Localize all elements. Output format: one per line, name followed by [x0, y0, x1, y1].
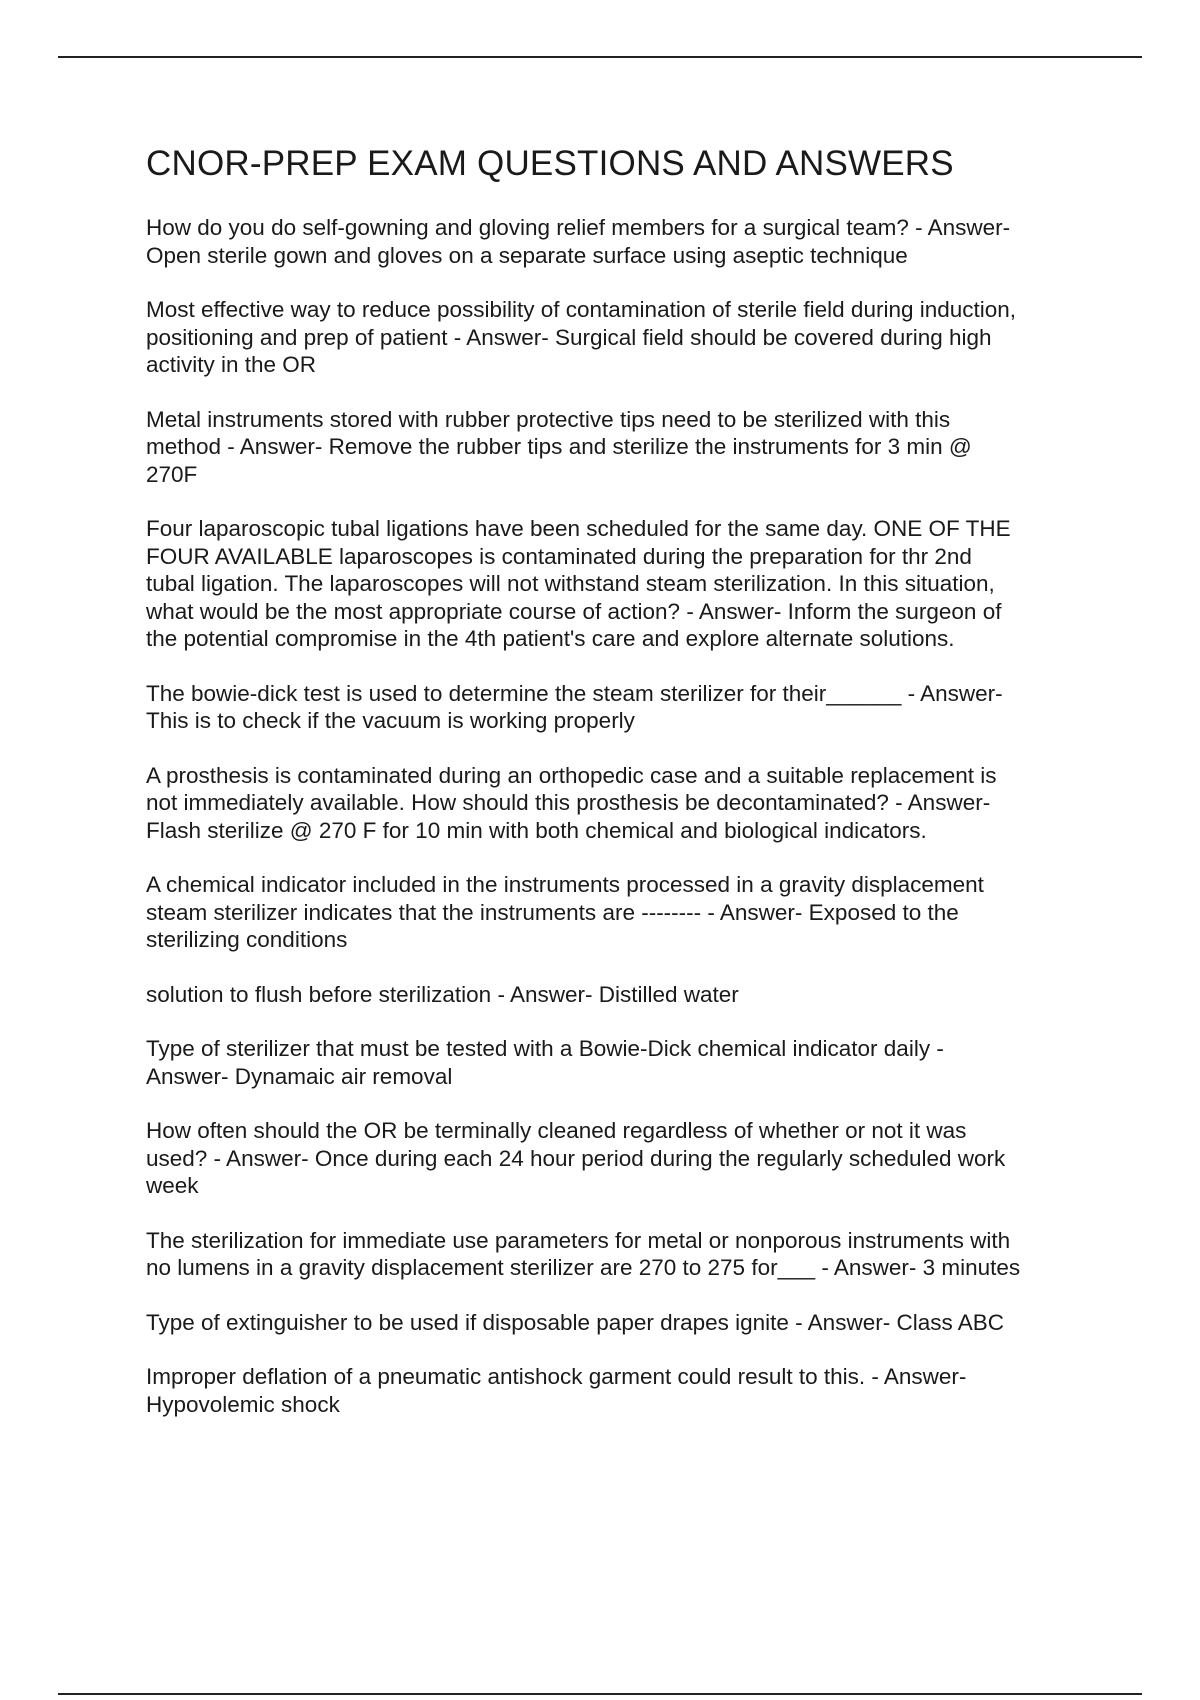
qa-item: The sterilization for immediate use parameters for metal or nonporous instruments with no lumens in a gravity displacement sterilizer are 270 to 275 for___ - Answer- 3 minutes: [146, 1227, 1021, 1280]
bottom-divider: [58, 1693, 1142, 1695]
qa-item: Four laparoscopic tubal ligations have been scheduled for the same day. ONE OF THE FOUR AVAILABLE laparoscopes is contaminated during the preparation for thr 2nd tubal ligation. The laparoscopes will not withstand steam sterilization. In this situation, what would be the most appropriate course of action? - Answer- Inform the surgeon of the potential compromise in the 4th patient's care and explore alternate solutions.: [146, 516, 1011, 651]
qa-item: Type of extinguisher to be used if disposable paper drapes ignite - Answer- Class ABC: [146, 1309, 1004, 1335]
qa-item: solution to flush before sterilization - Answer- Distilled water: [146, 981, 739, 1007]
qa-item: How often should the OR be terminally cleaned regardless of whether or not it was used? - Answer- Once during each 24 hour period during the regularly scheduled work week: [146, 1118, 1006, 1198]
top-divider: [58, 56, 1142, 58]
document-title: CNOR-PREP EXAM QUESTIONS AND ANSWERS: [146, 144, 954, 183]
qa-item: How do you do self-gowning and gloving relief members for a surgical team? - Answer- Open sterile gown and gloves on a separate surface using aseptic technique: [146, 215, 1011, 268]
qa-item: Improper deflation of a pneumatic antishock garment could result to this. - Answer- Hypovolemic shock: [146, 1364, 967, 1417]
qa-item: A chemical indicator included in the instruments processed in a gravity displacement steam sterilizer indicates that the instruments are -------- - Answer- Exposed to the sterilizing conditions: [146, 872, 984, 952]
qa-item: Type of sterilizer that must be tested with a Bowie-Dick chemical indicator daily - Answer- Dynamaic air removal: [146, 1036, 944, 1089]
qa-item: The bowie-dick test is used to determine the steam sterilizer for their______ - Answer- This is to check if the vacuum is working properly: [146, 680, 1003, 733]
qa-item: A prosthesis is contaminated during an orthopedic case and a suitable replacement is not immediately available. How should this prosthesis be decontaminated? - Answer- Flash sterilize @ 270 F for 10 min with both chemical and biological indicators.: [146, 762, 997, 843]
qa-item: Most effective way to reduce possibility of contamination of sterile field during induction, positioning and prep of patient - Answer- Surgical field should be covered during high activity in the OR: [146, 297, 1017, 377]
qa-item: Metal instruments stored with rubber protective tips need to be sterilized with this method - Answer- Remove the rubber tips and sterilize the instruments for 3 min @ 270F: [146, 406, 972, 487]
document-body: [146, 140, 1096, 1445]
